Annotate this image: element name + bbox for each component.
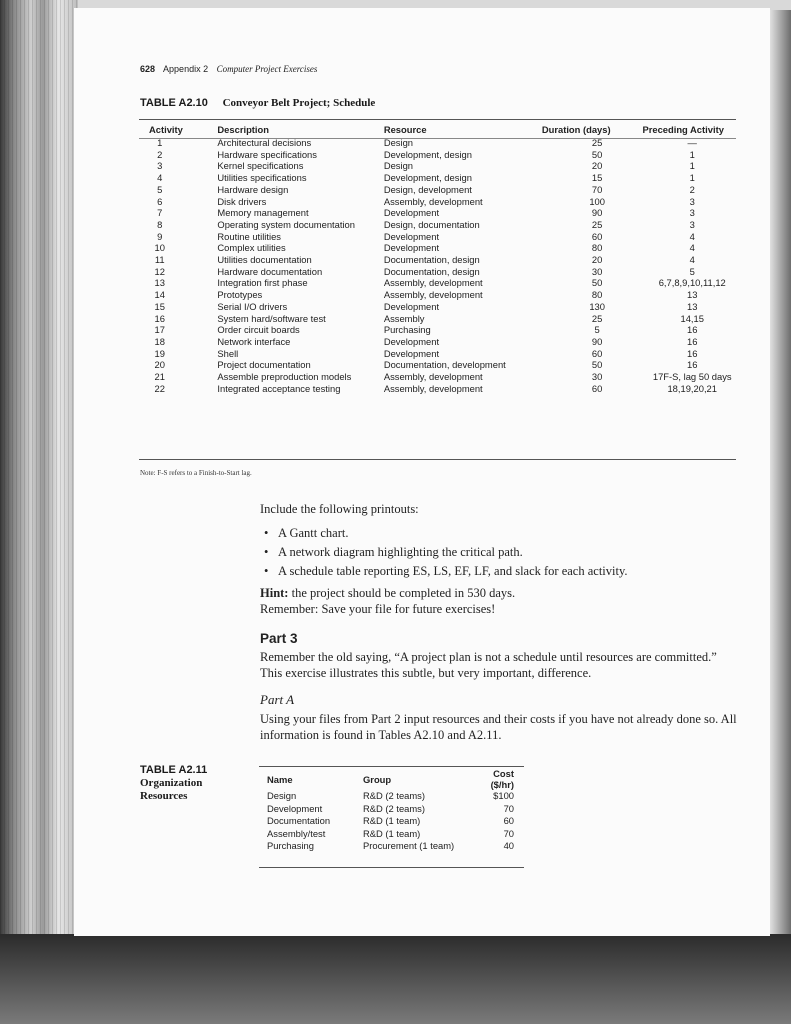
table-cell-dur: 60 [591, 382, 603, 394]
table-cell-pre: 18,19,20,21 [667, 382, 717, 394]
table-cell-dur: 90 [591, 335, 603, 347]
table-cell-res: Assembly, development [383, 277, 483, 289]
table-a210 [140, 121, 736, 394]
table-cell-desc: Memory management [217, 207, 309, 219]
table-row [140, 149, 736, 161]
table-cell-act: 14 [154, 289, 165, 301]
table-cell-res: Assembly, development [383, 195, 483, 207]
table-cell-group: R&D (2 teams) [363, 802, 425, 814]
table-cell-desc: Network interface [217, 335, 291, 347]
table-row [140, 348, 736, 360]
table-row [259, 840, 524, 853]
table-cell-group: R&D (2 teams) [363, 790, 425, 801]
table-row [140, 383, 736, 395]
table-cell-pre: 14,15 [680, 312, 704, 324]
table-cell-res: Assembly, development [383, 371, 483, 383]
table-cell-dur: 20 [591, 160, 603, 172]
table-cell-name: Assembly/test [267, 827, 326, 839]
page-edge-right [767, 10, 791, 940]
table-cell-dur: 60 [591, 230, 603, 242]
table-row [140, 359, 736, 371]
table-row [259, 790, 524, 803]
table-cell-desc: Integrated acceptance testing [217, 382, 341, 394]
table-a210-number: TABLE A2.10 [140, 97, 208, 109]
table-cell-pre: 4 [689, 230, 695, 242]
table-cell-res: Design, documentation [383, 218, 480, 230]
table-cell-act: 22 [154, 382, 165, 394]
table-cell-group: R&D (1 team) [363, 827, 421, 839]
table-row [140, 207, 736, 219]
table-row [140, 219, 736, 231]
table-cell-act: 7 [157, 207, 163, 219]
hint-label: Hint: [260, 586, 289, 600]
table-row [140, 184, 736, 196]
table-cell-res: Documentation, design [383, 254, 480, 266]
table-cell-pre: 3 [689, 207, 695, 219]
table-cell-desc: Utilities specifications [217, 172, 307, 184]
table-cell-act: 16 [154, 312, 165, 324]
table-cell-res: Development, design [383, 172, 472, 184]
table-cell-desc: Disk drivers [217, 195, 267, 207]
table-row [140, 172, 736, 184]
table-cell-res: Development [383, 242, 440, 254]
table-cell-dur: 25 [591, 218, 603, 230]
table-a211-caption [140, 764, 240, 803]
table-cell-act: 21 [154, 371, 165, 383]
table-cell-desc: System hard/software test [217, 312, 326, 324]
table-cell-dur: 25 [591, 137, 603, 148]
table-cell-res: Documentation, design [383, 265, 480, 277]
table-cell-cost: 40 [503, 840, 514, 852]
table-cell-pre: 4 [689, 254, 695, 266]
table-cell-name: Design [267, 790, 297, 801]
chapter-subtitle: Computer Project Exercises [216, 64, 318, 74]
table-cell-dur: 80 [591, 289, 603, 301]
table-cell-act: 11 [154, 254, 165, 266]
table-cell-res: Assembly, development [383, 289, 483, 301]
table-a211-number: TABLE A2.11 [140, 764, 208, 776]
table-cell-dur: 130 [589, 300, 605, 312]
table-a211-title: Organization Resources [140, 777, 203, 802]
table-cell-act: 2 [157, 148, 163, 160]
table-row [140, 289, 736, 301]
table-cell-dur: 60 [591, 347, 603, 359]
table-row [140, 324, 736, 336]
table-cell-pre: 4 [689, 242, 695, 254]
table-cell-act: 10 [154, 242, 165, 254]
table-cell-res: Development [383, 230, 440, 242]
remember-text: Remember: Save your file for future exercises! [260, 602, 496, 616]
table-row [259, 815, 524, 828]
table-cell-desc: Integration first phase [217, 277, 308, 289]
table-cell-desc: Project documentation [217, 359, 311, 371]
col-resource: Resource [383, 123, 427, 135]
table-a210-bottom-rule [139, 459, 736, 460]
table-cell-desc: Order circuit boards [217, 324, 300, 336]
table-cell-dur: 50 [591, 148, 603, 160]
table-cell-dur: 15 [591, 172, 603, 184]
table-cell-pre: 3 [689, 195, 695, 207]
table-row [140, 231, 736, 243]
table-row [140, 137, 736, 149]
table-cell-act: 17 [154, 324, 165, 336]
table-cell-desc: Hardware design [217, 183, 289, 195]
table-cell-pre: — [687, 137, 697, 148]
part3-text: Remember the old saying, “A project plan is not a schedule until resources are committed.” This exercise illustrates this subtle, but very important, difference. [260, 650, 717, 680]
table-row [140, 242, 736, 254]
table-row [259, 803, 524, 816]
table-cell-res: Purchasing [383, 324, 431, 336]
table-row [140, 160, 736, 172]
table-cell-pre: 2 [689, 183, 695, 195]
table-cell-act: 1 [157, 137, 163, 148]
table-cell-res: Development [383, 300, 440, 312]
table-row [140, 196, 736, 208]
table-cell-dur: 70 [591, 183, 603, 195]
table-header-row [140, 121, 736, 137]
running-header [140, 64, 317, 74]
table-row [140, 254, 736, 266]
table-cell-res: Assembly, development [383, 382, 483, 394]
table-cell-res: Development, design [383, 148, 472, 160]
table-cell-act: 15 [154, 300, 165, 312]
table-row [140, 301, 736, 313]
table-cell-pre: 16 [687, 324, 698, 336]
table-cell-act: 8 [157, 218, 163, 230]
table-cell-act: 19 [154, 347, 165, 359]
col-name: Name [267, 773, 293, 785]
table-row [140, 336, 736, 348]
table-cell-act: 9 [157, 230, 163, 242]
table-cell-pre: 13 [687, 300, 698, 312]
table-cell-desc: Routine utilities [217, 230, 281, 242]
table-cell-dur: 20 [591, 254, 603, 266]
table-a210-body [140, 137, 736, 394]
col-preceding: Preceding Activity [642, 123, 724, 135]
table-cell-cost: 60 [503, 815, 514, 827]
table-cell-act: 5 [157, 183, 163, 195]
col-group: Group [363, 773, 392, 785]
table-cell-act: 4 [157, 172, 163, 184]
table-cell-pre: 16 [687, 347, 698, 359]
table-cell-pre: 5 [689, 265, 695, 277]
table-cell-res: Development [383, 347, 440, 359]
table-row [140, 313, 736, 325]
table-cell-desc: Architectural decisions [217, 137, 312, 148]
table-cell-dur: 50 [591, 359, 603, 371]
table-cell-desc: Complex utilities [217, 242, 286, 254]
table-cell-name: Development [267, 802, 323, 814]
table-note: Note: F-S refers to a Finish-to-Start lag. [140, 469, 252, 477]
table-cell-act: 13 [154, 277, 165, 289]
table-cell-act: 20 [154, 359, 165, 371]
table-cell-cost: 70 [503, 802, 514, 814]
table-cell-pre: 3 [689, 218, 695, 230]
col-cost: Cost ($/hr) [490, 768, 514, 790]
table-cell-pre: 16 [687, 335, 698, 347]
list-item: • A Gantt chart. [264, 524, 628, 543]
table-cell-res: Assembly [383, 312, 425, 324]
page-number: 628 [140, 64, 156, 74]
table-row [259, 828, 524, 841]
table-cell-dur: 5 [594, 324, 600, 336]
table-cell-group: Procurement (1 team) [363, 840, 455, 852]
intro-text: Include the following printouts: [260, 502, 419, 516]
table-cell-cost: 70 [503, 827, 514, 839]
list-item: • A network diagram highlighting the critical path. [264, 543, 628, 562]
table-row [140, 277, 736, 289]
table-cell-res: Design [383, 160, 414, 172]
table-cell-cost: $100 [493, 790, 514, 801]
list-item: • A schedule table reporting ES, LS, EF, LF, and slack for each activity. [264, 562, 628, 581]
table-cell-res: Development [383, 335, 440, 347]
table-cell-desc: Operating system documentation [217, 218, 355, 230]
table-cell-dur: 90 [591, 207, 603, 219]
table-cell-pre: 1 [689, 160, 695, 172]
table-cell-pre: 16 [687, 359, 698, 371]
table-cell-dur: 100 [589, 195, 605, 207]
book-binding [0, 0, 78, 940]
table-cell-desc: Serial I/O drivers [217, 300, 288, 312]
table-cell-act: 6 [157, 195, 163, 207]
col-activity: Activity [149, 123, 183, 135]
table-cell-name: Documentation [267, 815, 331, 827]
table-cell-desc: Prototypes [217, 289, 263, 301]
table-cell-pre: 17F-S, lag 50 days [652, 371, 732, 383]
table-cell-desc: Hardware specifications [217, 148, 317, 160]
table-cell-act: 12 [154, 265, 165, 277]
table-cell-desc: Hardware documentation [217, 265, 323, 277]
printout-list [264, 524, 628, 581]
col-duration: Duration (days) [541, 123, 611, 135]
table-cell-dur: 30 [591, 371, 603, 383]
table-cell-desc: Assemble preproduction models [217, 371, 352, 383]
scan-bottom-band [0, 934, 791, 1024]
table-cell-desc: Kernel specifications [217, 160, 304, 172]
table-cell-pre: 1 [689, 172, 695, 184]
part3-heading: Part 3 [260, 631, 298, 646]
table-cell-res: Documentation, development [383, 359, 506, 371]
table-cell-name: Purchasing [267, 840, 314, 852]
table-cell-pre: 6,7,8,9,10,11,12 [658, 277, 726, 289]
table-row [140, 371, 736, 383]
col-description: Description [217, 123, 269, 135]
chapter-label: Appendix 2 [163, 64, 209, 74]
table-cell-act: 18 [154, 335, 165, 347]
table-cell-dur: 50 [591, 277, 603, 289]
table-cell-act: 3 [157, 160, 163, 172]
table-a210-top-rule [139, 119, 736, 120]
partA-heading: Part A [260, 692, 295, 707]
table-a211-top-rule [259, 766, 524, 767]
hint-text: the project should be completed in 530 days. [288, 586, 516, 600]
table-a211-body [259, 790, 524, 853]
table-cell-dur: 25 [591, 312, 603, 324]
table-cell-pre: 1 [689, 148, 695, 160]
table-cell-res: Design, development [383, 183, 472, 195]
table-cell-desc: Shell [217, 347, 239, 359]
table-cell-dur: 80 [591, 242, 603, 254]
table-cell-desc: Utilities documentation [217, 254, 312, 266]
table-header-row [259, 768, 524, 790]
table-cell-pre: 13 [687, 289, 698, 301]
table-a211-bottom-rule [259, 867, 524, 868]
table-a211 [259, 768, 524, 853]
table-row [140, 266, 736, 278]
table-cell-res: Development [383, 207, 440, 219]
table-a210-caption [140, 97, 375, 109]
table-a210-title: Conveyor Belt Project; Schedule [222, 97, 376, 109]
table-cell-res: Design [383, 137, 414, 148]
table-cell-group: R&D (1 team) [363, 815, 421, 827]
hint-paragraph [260, 586, 740, 602]
partA-text: Using your files from Part 2 input resources and their costs if you have not already done so. All information is found in Tables A2.10 and A2.11. [260, 712, 737, 742]
table-cell-dur: 30 [591, 265, 603, 277]
